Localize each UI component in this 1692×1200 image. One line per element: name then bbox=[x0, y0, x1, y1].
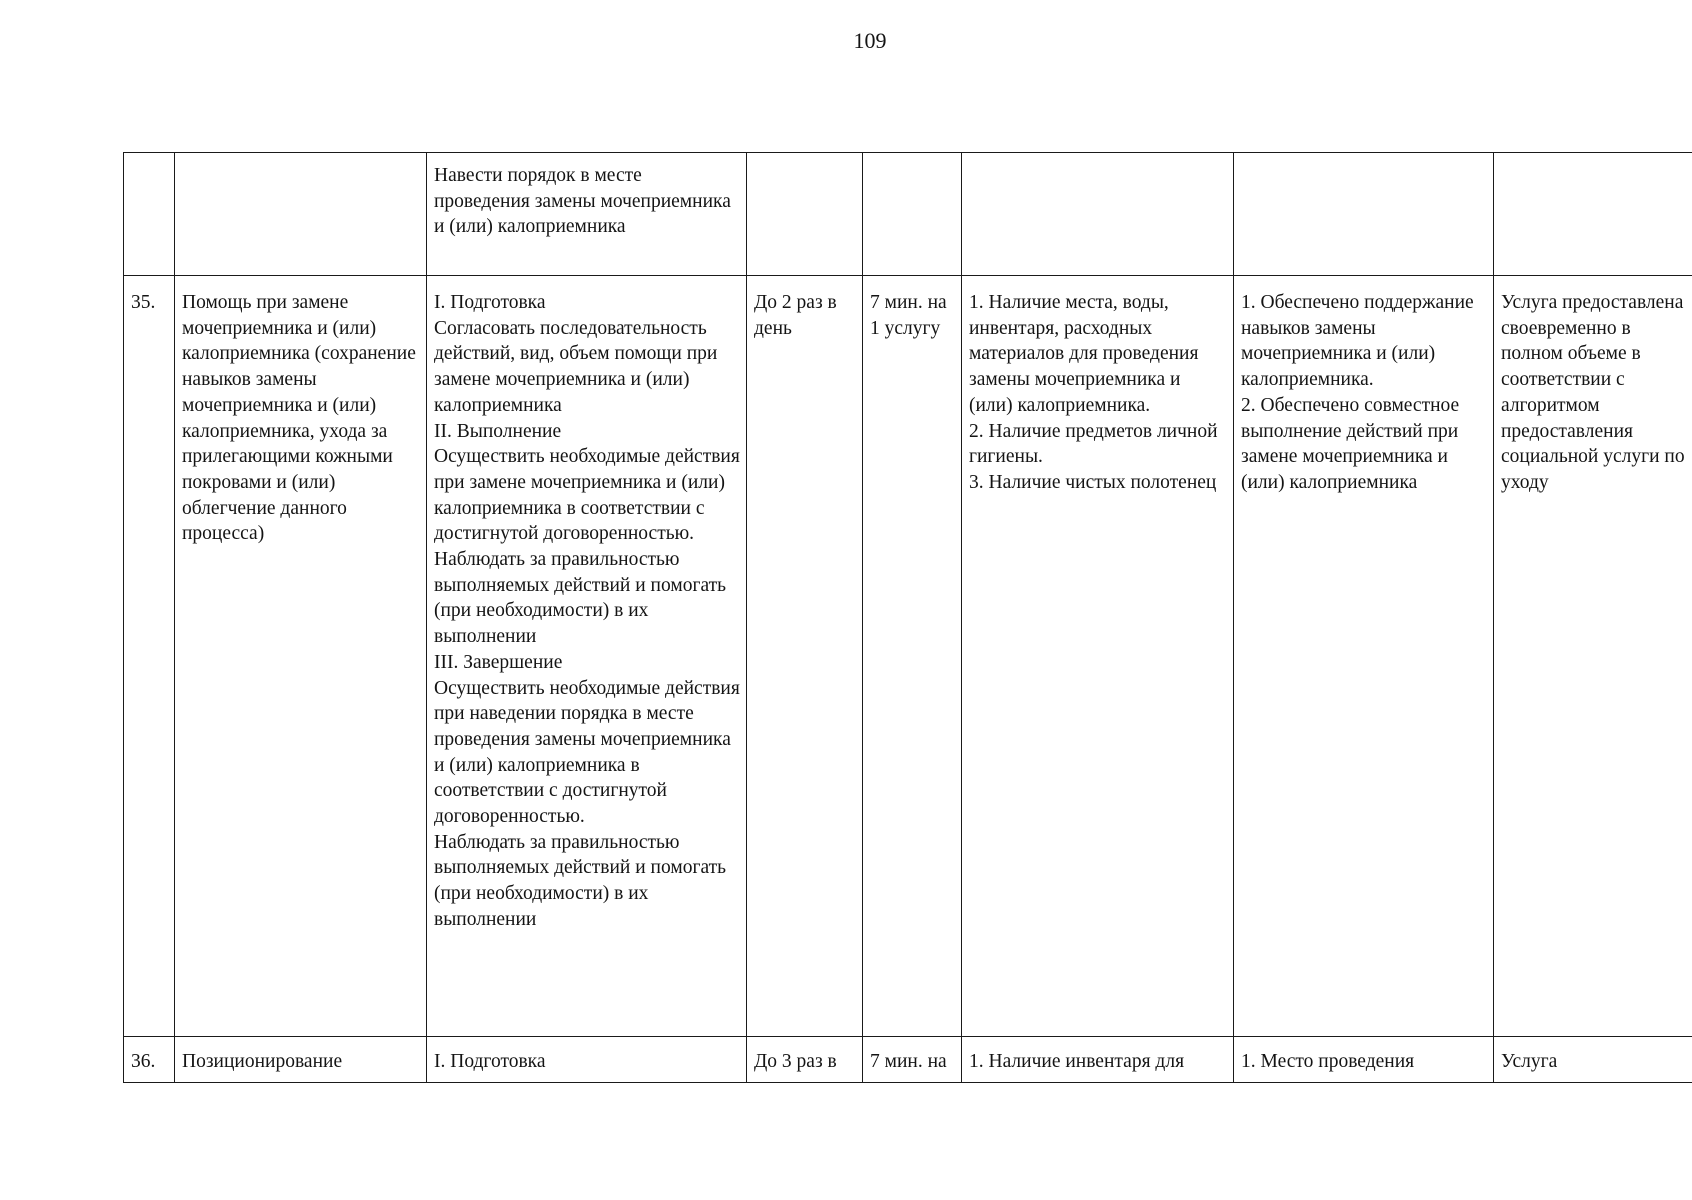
cell-number: 36. bbox=[124, 1037, 175, 1083]
cell-number bbox=[124, 153, 175, 276]
cell-conditions: 1. Наличие инвентаря для bbox=[962, 1037, 1234, 1083]
cell-procedure: I. Подготовка Согласовать последовательность действий, вид, объем помощи при замене мочеприемника и (или) калоприемника II. Выполнение Осуществить необходимые действия при замене мочеприемника и (или) калоприемника в соответствии с достигнутой договоренностью. Наблюдать за правильностью выполняемых действий и помогать (при необходимости) в их выполнении III. Завершение Осуществить необходимые действия при наведении порядка в месте проведения замены мочеприемника и (или) калоприемника в соответствии с достигнутой договоренностью. Наблюдать за правильностью выполняемых действий и помогать (при необходимости) в их выполнении bbox=[427, 276, 747, 1037]
table-row bbox=[124, 153, 1692, 276]
table-row bbox=[124, 1037, 1692, 1083]
cell-result bbox=[1234, 153, 1494, 276]
cell-procedure: Навести порядок в месте проведения замены мочеприемника и (или) калоприемника bbox=[427, 153, 747, 276]
cell-time-norm bbox=[863, 153, 962, 276]
page-number: 109 bbox=[853, 28, 887, 53]
cell-time-norm: 7 мин. на bbox=[863, 1037, 962, 1083]
cell-time-norm: 7 мин. на 1 услугу bbox=[863, 276, 962, 1037]
cell-quality: Услуга предоставлена своевременно в полном объеме в соответствии с алгоритмом предоставления социальной услуги по уходу bbox=[1494, 276, 1692, 1037]
cell-procedure: I. Подготовка bbox=[427, 1037, 747, 1083]
table-row bbox=[124, 276, 1692, 1037]
cell-conditions bbox=[962, 153, 1234, 276]
cell-frequency: До 2 раз в день bbox=[747, 276, 863, 1037]
cell-quality: Услуга bbox=[1494, 1037, 1692, 1083]
cell-result: 1. Обеспечено поддержание навыков замены мочеприемника и (или) калоприемника. 2. Обеспечено совместное выполнение действий при замене мочеприемника и (или) калоприемника bbox=[1234, 276, 1494, 1037]
services-table bbox=[123, 152, 1692, 1083]
cell-result: 1. Место проведения bbox=[1234, 1037, 1494, 1083]
cell-frequency: До 3 раз в bbox=[747, 1037, 863, 1083]
cell-conditions: 1. Наличие места, воды, инвентаря, расходных материалов для проведения замены мочеприемника и (или) калоприемника. 2. Наличие предметов личной гигиены. 3. Наличие чистых полотенец bbox=[962, 276, 1234, 1037]
cell-frequency bbox=[747, 153, 863, 276]
cell-service-name bbox=[175, 153, 427, 276]
cell-service-name: Помощь при замене мочеприемника и (или) калоприемника (сохранение навыков замены мочеприемника и (или) калоприемника, ухода за прилегающими кожными покровами и (или) облегчение данного процесса) bbox=[175, 276, 427, 1037]
cell-quality bbox=[1494, 153, 1692, 276]
cell-service-name: Позиционирование bbox=[175, 1037, 427, 1083]
cell-number: 35. bbox=[124, 276, 175, 1037]
